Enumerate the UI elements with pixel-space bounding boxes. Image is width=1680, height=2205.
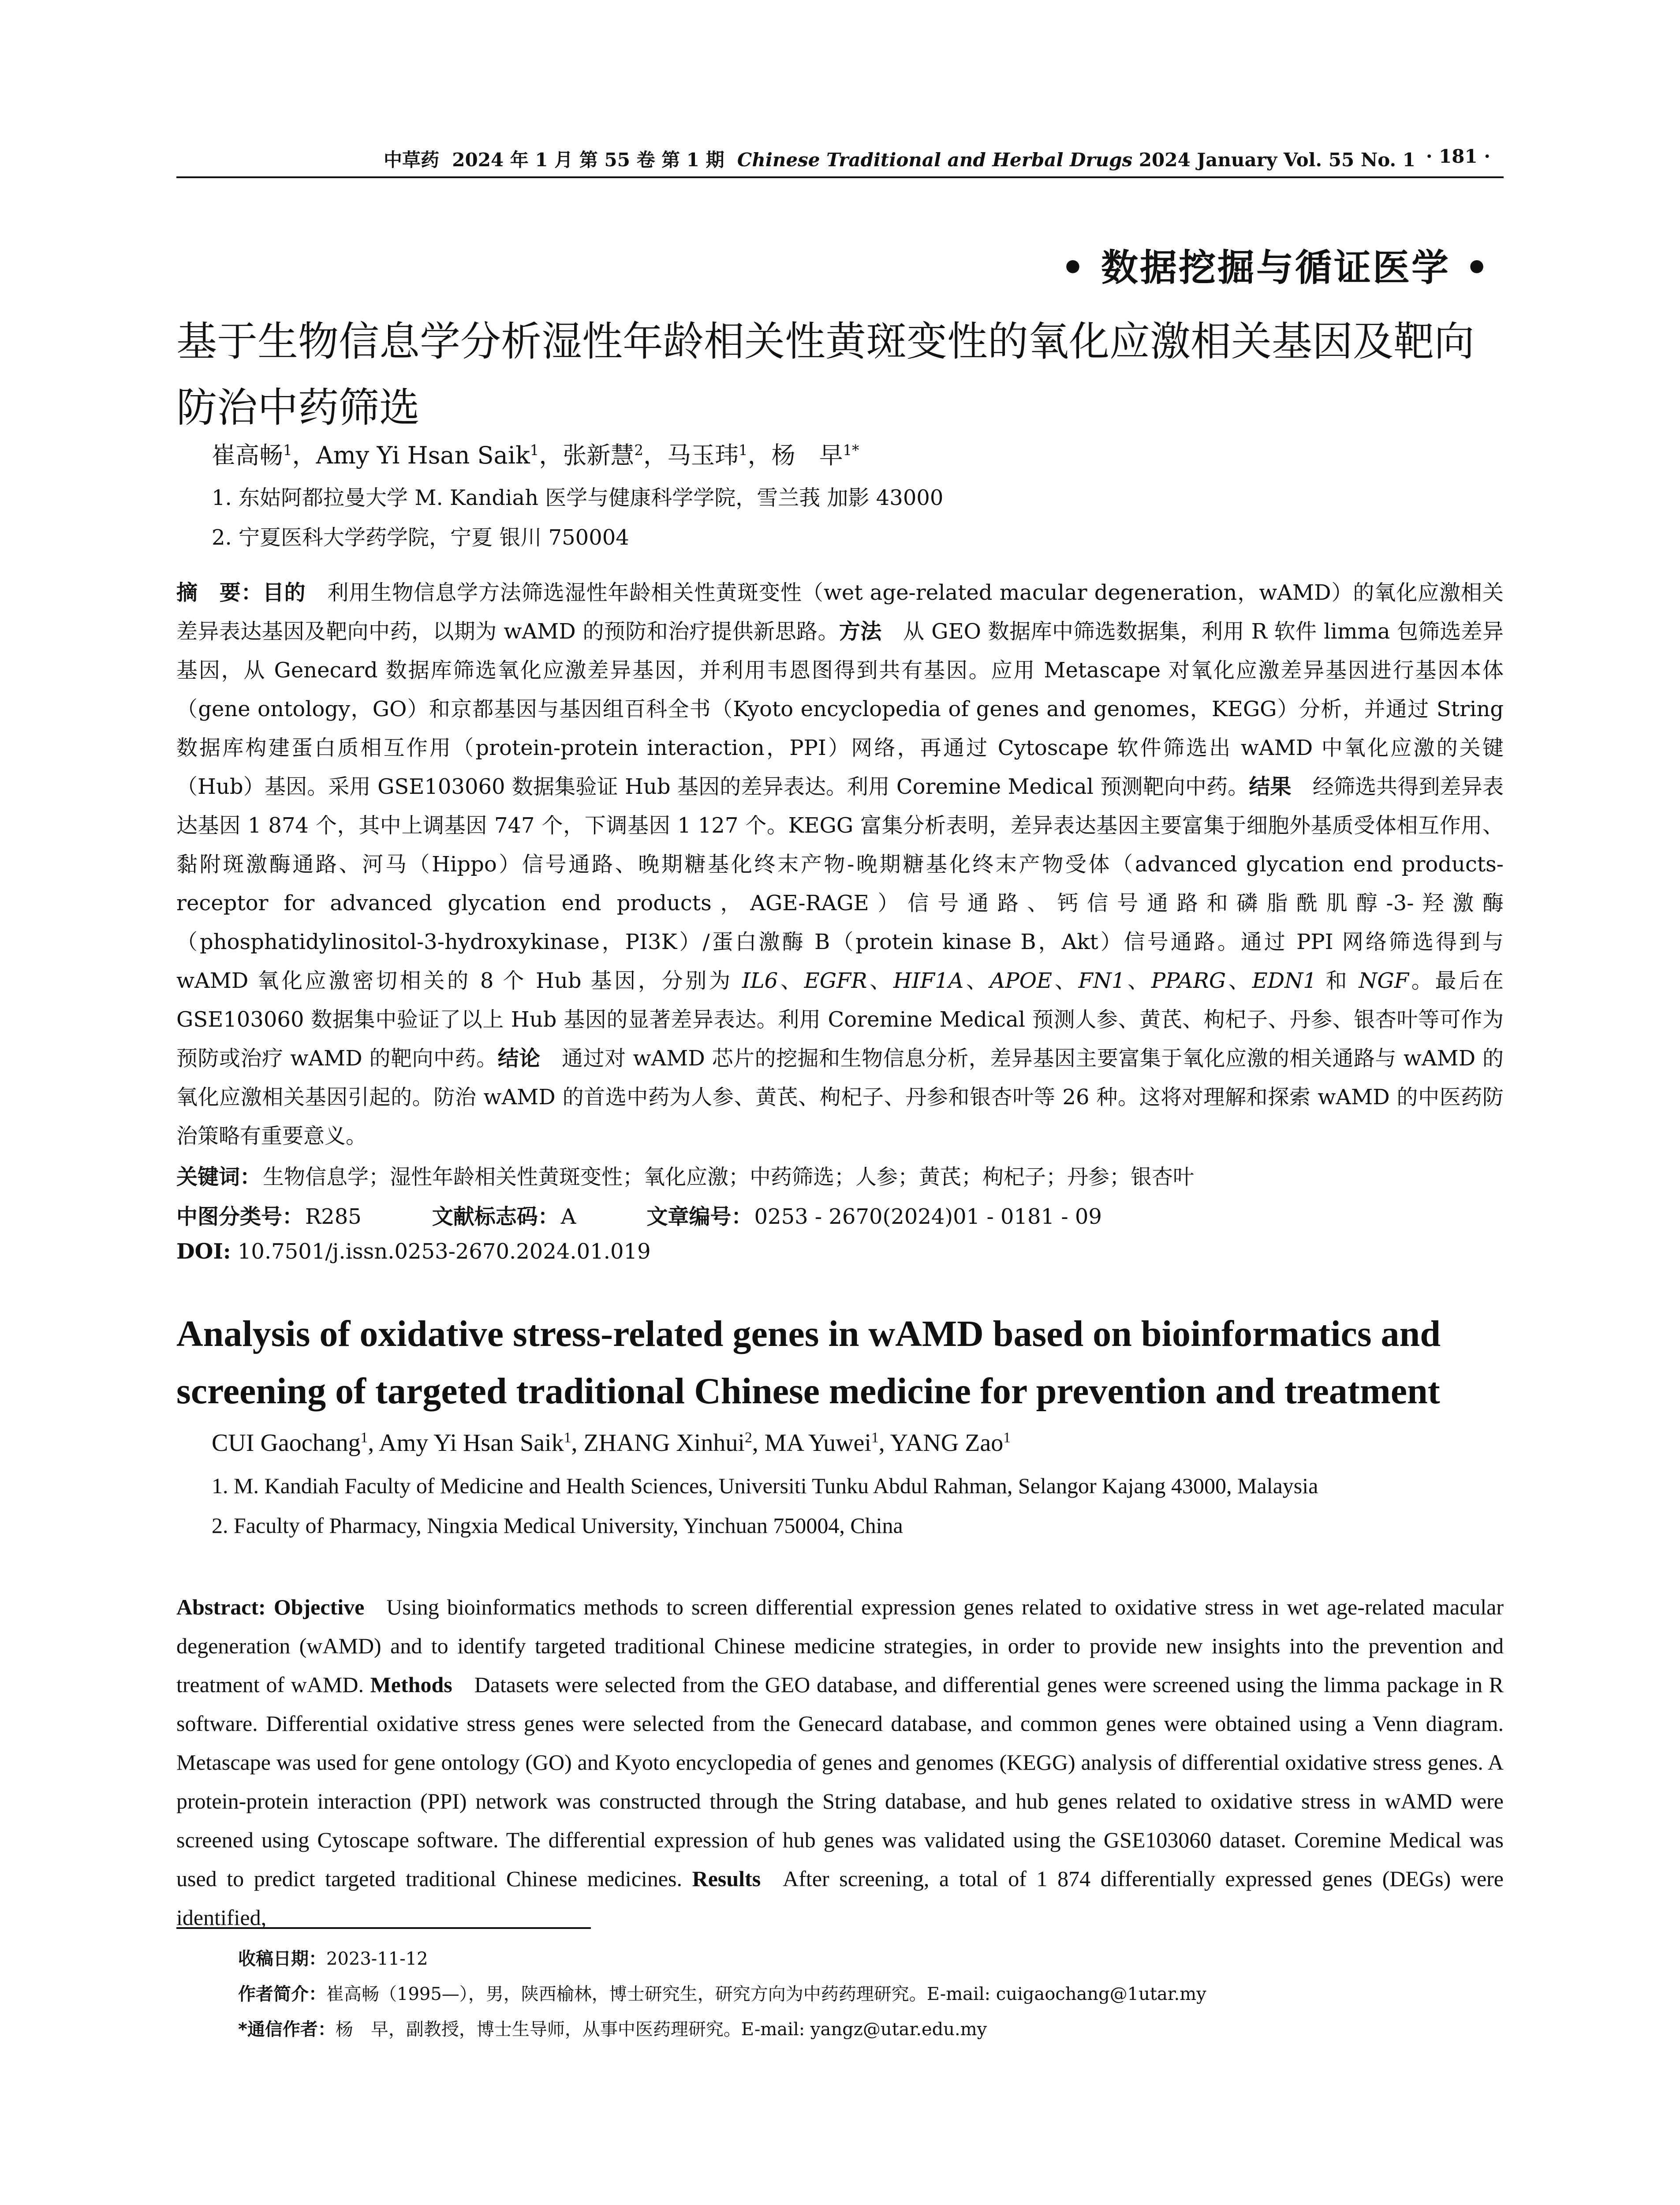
author-affil-mark: 1* <box>843 442 859 459</box>
author-affil-mark: 1 <box>738 442 748 459</box>
objective-text: Using bioinformatics methods to screen differential expression genes related to oxidative stress in wet age-related macular degeneration (wAMD) and to identify targeted traditional Chinese medicine strategies, in order to provide new insights into the prevention and treatment of wAMD. <box>176 1595 1504 1697</box>
keywords-label: 关键词： <box>176 1165 261 1189</box>
en-abstract <box>176 1588 1504 1937</box>
doi <box>176 1239 651 1264</box>
keywords <box>176 1160 1194 1190</box>
separator: 、 <box>778 968 804 993</box>
author-affil-mark: 1 <box>1003 1429 1011 1446</box>
article-no-value: 0253 - 2670(2024)01 - 0181 - 09 <box>754 1204 1102 1229</box>
author-affil-mark: 1 <box>871 1429 879 1446</box>
author-name: MA Yuwei <box>764 1429 871 1457</box>
author-name: 崔高畅 <box>212 441 283 469</box>
cn-abstract <box>176 573 1504 1155</box>
methods-label: Methods <box>370 1672 452 1697</box>
author-name: CUI Gaochang <box>212 1429 361 1457</box>
author-name: ZHANG Xinhui <box>583 1429 745 1457</box>
author-name: Amy Yi Hsan Saik <box>316 441 530 469</box>
issue-en: 2024 January Vol. 55 No. 1 <box>1139 149 1415 171</box>
author-affil-mark: 1 <box>360 1429 368 1446</box>
gene-name: FN1 <box>1078 968 1125 993</box>
gene-name: APOE <box>989 968 1053 993</box>
gene-name: NGF <box>1359 968 1409 993</box>
doc-code-label: 文献标志码： <box>432 1204 559 1229</box>
issue-cn: 2024 年 1 月 第 55 卷 第 1 期 <box>452 149 724 171</box>
footnote-author-bio <box>238 1980 1206 2005</box>
separator: , <box>752 1429 765 1457</box>
separator: 、 <box>1052 968 1079 993</box>
footnote-divider <box>176 1927 591 1929</box>
separator: ， <box>747 441 772 469</box>
results-label: Results <box>692 1866 761 1891</box>
article-no-label: 文章编号： <box>646 1204 753 1229</box>
separator: 、 <box>1125 968 1151 993</box>
gene-name: EDN1 <box>1252 968 1317 993</box>
doi-label: DOI: <box>176 1239 231 1264</box>
conclusion-label: 结论 <box>497 1046 541 1071</box>
doi-link[interactable]: 10.7501/j.issn.0253-2670.2024.01.019 <box>237 1239 651 1264</box>
author-affil-mark: 2 <box>744 1429 752 1446</box>
en-authors <box>212 1429 1011 1457</box>
author-name: 马玉玮 <box>667 441 739 469</box>
separator: 、 <box>867 968 893 993</box>
methods-text: Datasets were selected from the GEO database, and differential genes were screened using the limma package in R software. Differential oxidative stress genes were selected from the Genecard database, and common genes were obtained using a Venn diagram. Metascape was used for gene ontology (GO) and Kyoto encyclopedia of genes and genomes (KEGG) analysis of differential oxidative stress genes. A protein-protein interaction (PPI) network was constructed through the String database, and hub genes related to oxidative stress in wAMD were screened using Cytoscape software. The differential expression of hub genes was validated using the GSE103060 dataset. Coremine Medical was used to predict targeted traditional Chinese medicines. <box>176 1672 1504 1891</box>
footnote-received <box>238 1945 428 1970</box>
separator: 和 <box>1316 968 1359 993</box>
cn-authors <box>212 437 859 471</box>
page-number: · 181 · <box>1426 146 1490 167</box>
clc-value: R285 <box>305 1204 362 1229</box>
cn-title: 基于生物信息学分析湿性年龄相关性黄斑变性的氧化应激相关基因及靶向防治中药筛选 <box>176 318 1475 431</box>
separator: ， <box>292 441 316 469</box>
journal-name-en: Chinese Traditional and Herbal Drugs <box>737 149 1133 171</box>
separator: ， <box>643 441 667 469</box>
journal-name-cn: 中草药 <box>384 149 440 171</box>
abstract-objective-label: Abstract: Objective <box>176 1595 365 1619</box>
gene-name: EGFR <box>804 968 867 993</box>
en-affiliation: 2. Faculty of Pharmacy, Ningxia Medical University, Yinchuan 750004, China <box>212 1513 903 1538</box>
journal-masthead <box>384 146 1415 172</box>
gene-name: HIF1A <box>893 968 964 993</box>
results-text: 经筛选共得到差异表达基因 1 874 个，其中上调基因 747 个，下调基因 1 127 个。KEGG 富集分析表明，差异表达基因主要富集于细胞外基质受体相互作用、黏附斑激酶通路、河马（Hippo）信号通路、晚期糖基化终末产物-晚期糖基化终末产物受体（advanced glycation end products- receptor for advanced glycation end products，AGE-RAGE）信号通路、钙信号通路和磷脂酰肌醇-3-羟激酶（phosphatidylinositol-3-hydroxykinase，PI3K）/蛋白激酶 B（protein kinase B，Akt）信号通路。通过 PPI 网络筛选得到与 wAMD 氧化应激密切相关的 8 个 Hub 基因，分别为 <box>176 774 1504 993</box>
classification <box>176 1200 1102 1230</box>
en-title: Analysis of oxidative stress-related genes in wAMD based on bioinformatics and screening of targeted traditional Chinese medicine for prevention and treatment <box>176 1313 1441 1412</box>
bio-text: 崔高畅（1995—），男，陕西榆林，博士研究生，研究方向为中药药理研究。E-mail: cuigaochang@1utar.my <box>326 1984 1206 2004</box>
abstract-label: 摘 要： <box>176 580 263 605</box>
methods-text: 从 GEO 数据库中筛选数据集，利用 R 软件 limma 包筛选差异基因，从 Genecard 数据库筛选氧化应激差异基因，并利用韦恩图得到共有基因。应用 Metascape 对氧化应激差异基因进行基因本体（gene ontology，GO）和京都基因与基因组百科全书（Kyoto encyclopedia of genes and genomes，KEGG）分析，并通过 String 数据库构建蛋白质相互作用（protein-protein interaction，PPI）网络，再通过 Cytoscape 软件筛选出 wAMD 中氧化应激的关键（Hub）基因。采用 GSE103060 数据集验证 Hub 基因的差异表达。利用 Coremine Medical 预测靶向中药。 <box>176 619 1504 799</box>
separator: 、 <box>963 968 990 993</box>
en-affiliation: 1. M. Kandiah Faculty of Medicine and Health Sciences, Universiti Tunku Abdul Rahman, Selangor Kajang 43000, Malaysia <box>212 1473 1318 1498</box>
separator: , <box>368 1429 379 1457</box>
corresponding-text: 杨 早，副教授，博士生导师，从事中医药理研究。E-mail: yangz@utar.edu.my <box>335 2019 987 2040</box>
author-affil-mark: 1 <box>283 442 292 459</box>
running-header <box>176 146 1504 178</box>
author-affil-mark: 1 <box>530 442 539 459</box>
keywords-text: 生物信息学；湿性年龄相关性黄斑变性；氧化应激；中药筛选；人参；黄芪；枸杞子；丹参；银杏叶 <box>263 1165 1195 1189</box>
clc-label: 中图分类号： <box>176 1204 304 1229</box>
doc-code-value: A <box>560 1204 576 1229</box>
separator: 、 <box>1226 968 1252 993</box>
cn-affiliation: 2. 宁夏医科大学药学院，宁夏 银川 750004 <box>212 525 629 550</box>
author-name: 杨 早 <box>771 441 843 469</box>
objective-label: 目的 <box>262 580 306 605</box>
corresponding-label: *通信作者： <box>238 2019 336 2040</box>
author-name: YANG Zao <box>890 1429 1004 1457</box>
received-label: 收稿日期： <box>238 1949 326 1969</box>
footnote-corresponding <box>238 2015 987 2041</box>
cn-affiliation: 1. 东姑阿都拉曼大学 M. Kandiah 医学与健康科学学院，雪兰莪 加影 43000 <box>212 486 944 510</box>
results-text: After screening, a total of 1 874 differentially expressed genes (DEGs) were identified, <box>176 1866 1504 1930</box>
author-name: Amy Yi Hsan Saik <box>379 1429 564 1457</box>
separator: , <box>878 1429 890 1457</box>
gene-name: PPARG <box>1151 968 1226 993</box>
methods-label: 方法 <box>839 619 882 644</box>
author-affil-mark: 1 <box>564 1429 571 1446</box>
gene-name: IL6 <box>742 968 778 993</box>
results-text-cont: 。最后在 GSE103060 数据集中验证了以上 Hub 基因的显著差异表达。利用 Coremine Medical 预测人参、黄芪、枸杞子、丹参、银杏叶等可作为预防或治疗 wAMD 的靶向中药。 <box>176 968 1504 1071</box>
author-name: 张新慧 <box>563 441 635 469</box>
received-date: 2023-11-12 <box>326 1949 428 1969</box>
conclusion-text: 通过对 wAMD 芯片的挖掘和生物信息分析，差异基因主要富集于氧化应激的相关通路与 wAMD 的氧化应激相关基因引起的。防治 wAMD 的首选中药为人参、黄芪、枸杞子、丹参和银杏叶等 26 种。这将对理解和探索 wAMD 的中医药防治策略有重要意义。 <box>176 1046 1504 1148</box>
bio-label: 作者简介： <box>238 1984 326 2004</box>
separator: , <box>571 1429 584 1457</box>
results-label: 结果 <box>1249 774 1292 799</box>
separator: ， <box>539 441 563 469</box>
author-affil-mark: 2 <box>634 442 643 459</box>
column-label: • 数据挖掘与循证医学 • <box>1061 246 1490 289</box>
objective-text: 利用生物信息学方法筛选湿性年龄相关性黄斑变性（wet age-related macular degeneration，wAMD）的氧化应激相关差异表达基因及靶向中药，以期为 wAMD 的预防和治疗提供新思路。 <box>176 580 1504 644</box>
